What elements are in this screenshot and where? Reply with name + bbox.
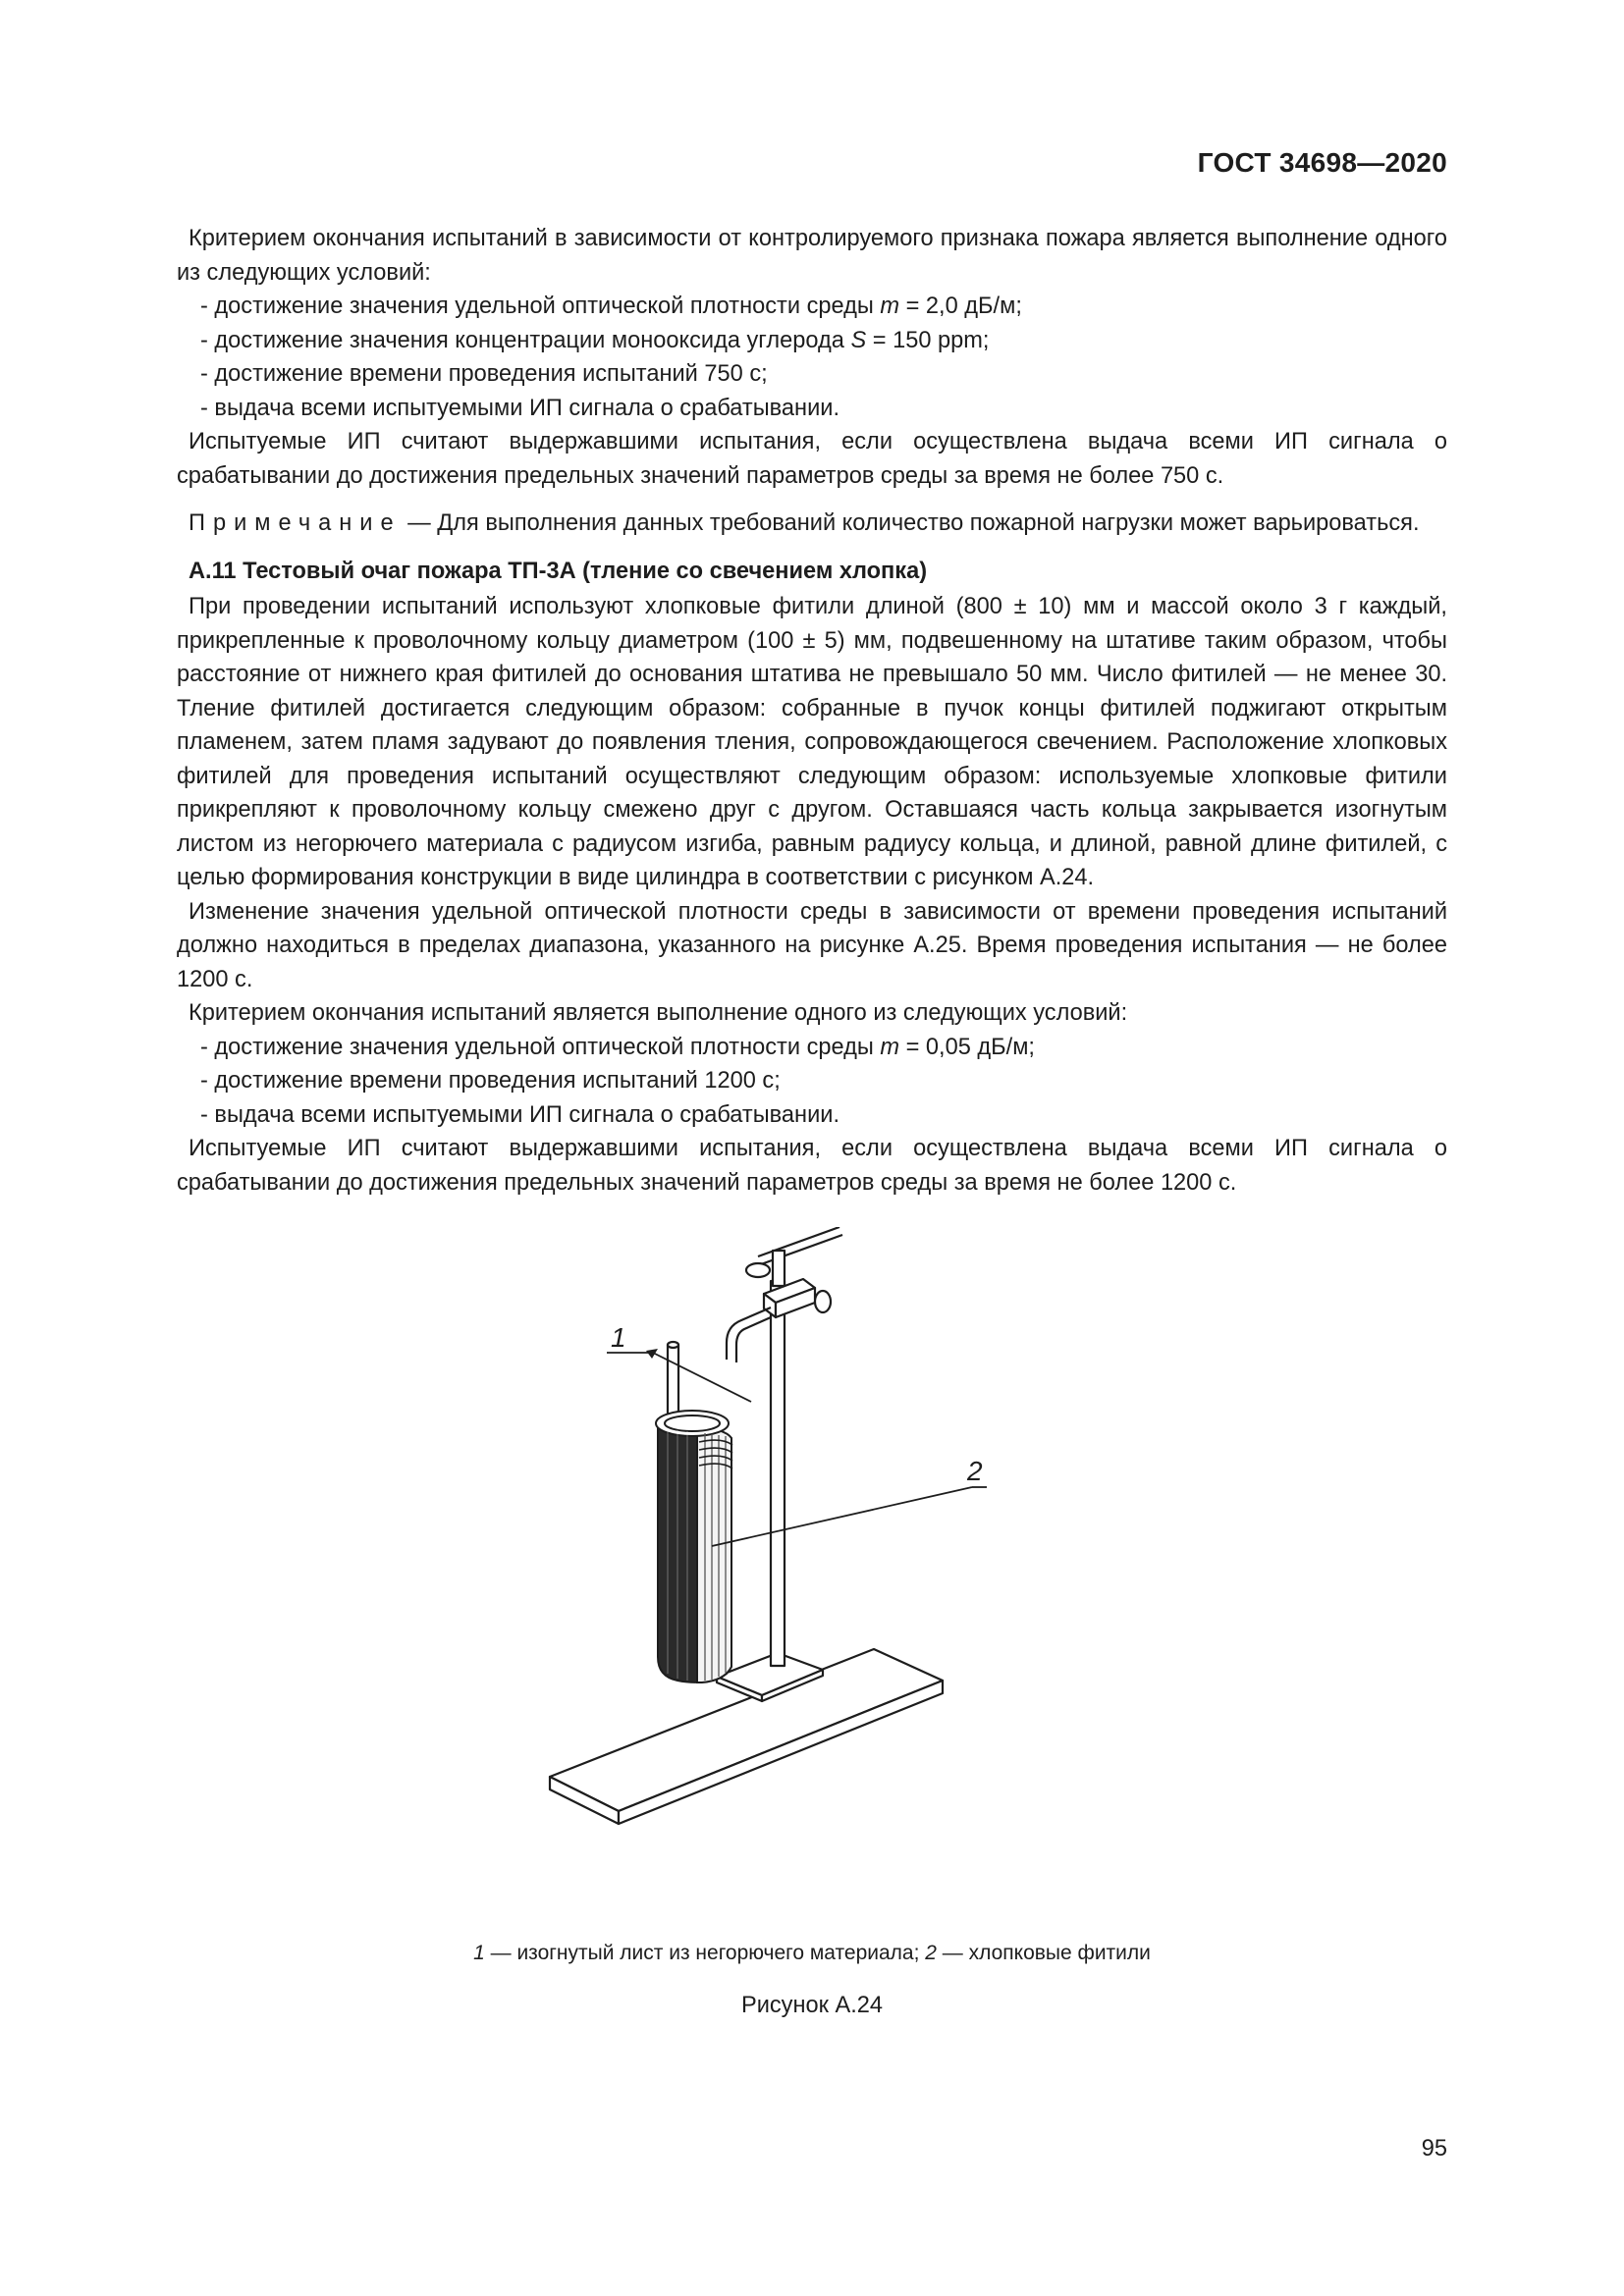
list-item: - выдача всеми испытуемыми ИП сигнала о срабатывании. [200,395,839,421]
figure-title: Рисунок А.24 [740,1993,884,2018]
list-item: - достижение времени проведения испытаний 1200 с; [200,1068,781,1094]
list-item: - выдача всеми испытуемыми ИП сигнала о срабатывании. [200,1101,839,1128]
legend-2-number: 2 [925,1942,937,1964]
document-code: ГОСТ 34698—2020 [1197,147,1447,178]
legend-1-number: 1 [473,1942,485,1964]
note-text: — Для выполнения данных требований количество пожарной нагрузки может варьироваться. [401,510,1420,536]
paragraph-conclusion: Испытуемые ИП считают выдержавшими испытания, если осуществлена выдача всеми ИП сигнала о срабатывании до достижения предельных значений параметров среды за время не более 750 с. [177,429,1447,489]
paragraph-conclusion-2: Испытуемые ИП считают выдержавшими испытания, если осуществлена выдача всеми ИП сигнала о срабатывании до достижения предельных значений параметров среды за время не более 1200 с. [177,1136,1447,1196]
note-label: Примечание [189,510,402,536]
callout-label-2: 2 [967,1456,983,1486]
legend-2-text: — хлопковые фитили [936,1942,1151,1964]
paragraph-method: При проведении испытаний используют хлопковые фитили длиной (800 ± 10) мм и массой около 3 г каждый, прикрепленные к проволочному кольцу диаметром (100 ± 5) мм, подвешенному на штативе таким образом, чтобы расстояние от нижнего края фитилей до основания штатива не превышало 50 мм. Число фитилей — не менее 30. Тление фитилей достигается следующим образом: собранные в пучок концы фитилей поджигают открытым пламенем, затем пламя задувают до появления тления, сопровождающегося свечением. Расположение хлопковых фитилей для проведения испытаний осуществляют следующим образом: используемые хлопковые фитили прикрепляют к проволочному кольцу смежено друг с другом. Оставшаяся часть кольца закрывается изогнутым листом из негорючего материала с радиусом изгиба, равным радиусу кольца, и длиной, равной длине фитилей, с целью формирования конструкции в виде цилиндра в соответствии с рисунком А.24. [177,594,1447,890]
section-heading: А.11 Тестовый очаг пожара ТП-3А (тление со свечением хлопка) [189,558,928,584]
list-item: - достижение значения удельной оптической плотности среды m = 0,05 дБ/м; [200,1034,1035,1060]
list-item: - достижение значения концентрации монооксида углерода S = 150 ppm; [200,327,990,353]
note [177,507,1447,541]
page-content [177,222,1447,1200]
list-item: - достижение времени проведения испытаний 750 с; [200,361,768,387]
figure-stand-illustration [530,1227,992,1914]
paragraph-density: Изменение значения удельной оптической плотности среды в зависимости от времени проведения испытаний должно находиться в пределах диапазона, указанного на рисунке А.25. Время проведения испытания — не более 1200 с. [177,898,1447,992]
list-item: - достижение значения удельной оптической плотности среды m = 2,0 дБ/м; [200,294,1022,319]
figure-legend [0,1942,1624,1965]
legend-1-text: — изогнутый лист из негорючего материала; [484,1942,926,1964]
callout-label-1: 1 [611,1322,626,1353]
paragraph-criteria-intro: Критерием окончания испытаний в зависимости от контролируемого признака пожара является выполнение одного из следующих условий: [177,226,1447,286]
page-number: 95 [1421,2136,1447,2162]
paragraph-criteria-intro-2: Критерием окончания испытаний является выполнение одного из следующих условий: [189,1000,1128,1026]
